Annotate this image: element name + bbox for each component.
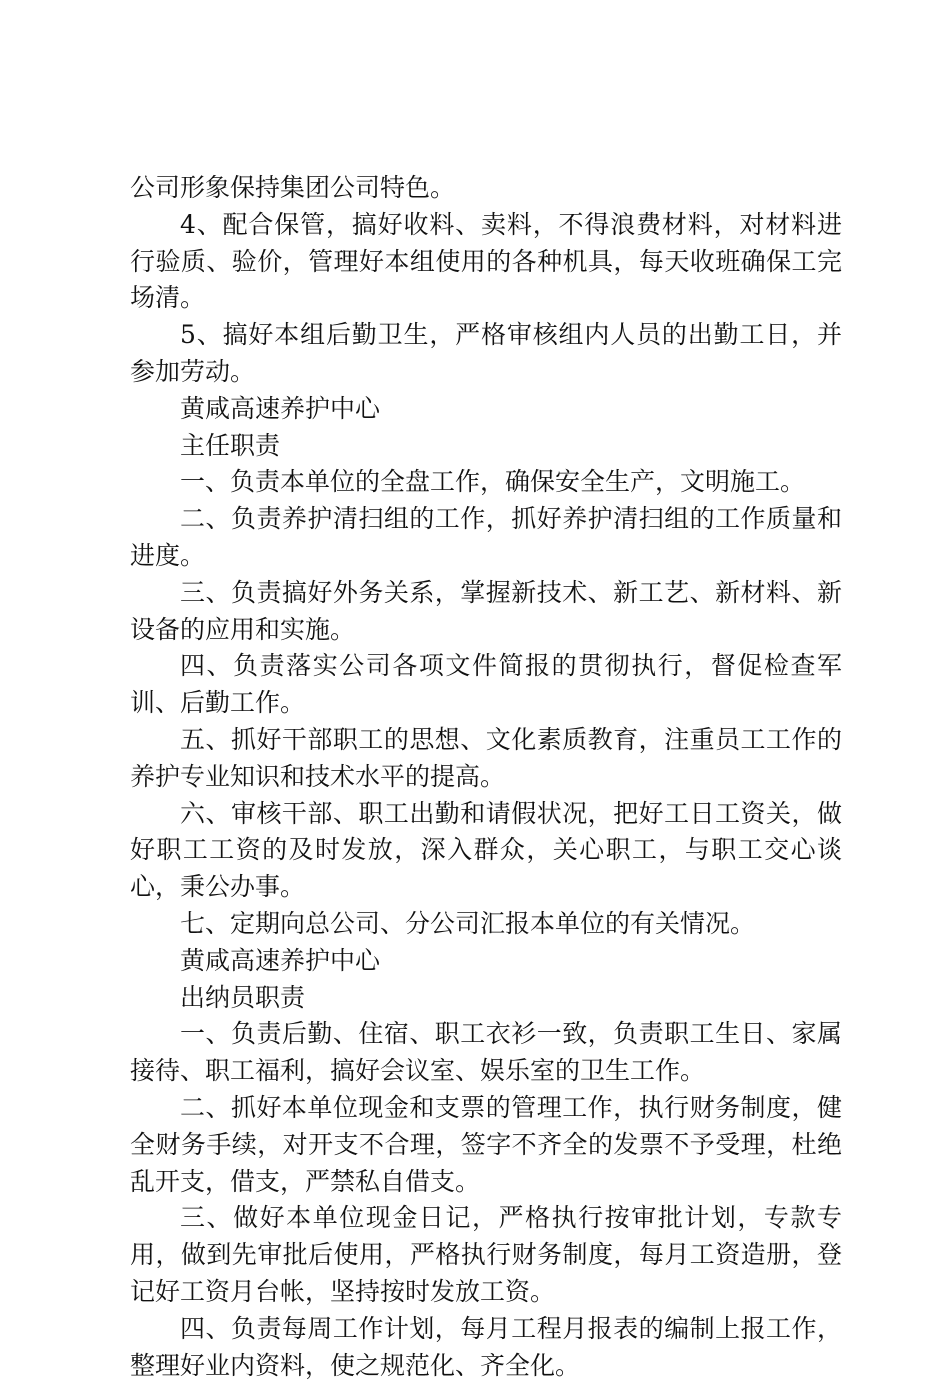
section-heading: 黄咸高速养护中心 xyxy=(180,945,381,975)
paragraph: 4、配合保管，搞好收料、卖料，不得浪费材料，对材料进行验质、验价，管理好本组使用的各种机具，每天收班确保工完场清。 xyxy=(130,209,842,313)
paragraph: 二、抓好本单位现金和支票的管理工作，执行财务制度，健全财务手续，对开支不合理，签字不齐全的发票不予受理，杜绝乱开支，借支，严禁私自借支。 xyxy=(130,1092,842,1196)
section-title: 出纳员职责 xyxy=(180,982,306,1012)
paragraph: 七、定期向总公司、分公司汇报本单位的有关情况。 xyxy=(180,908,756,938)
paragraph: 二、负责养护清扫组的工作，抓好养护清扫组的工作质量和进度。 xyxy=(130,504,842,570)
paragraph: 5、搞好本组后勤卫生，严格审核组内人员的出勤工日，并参加劳动。 xyxy=(130,320,842,386)
paragraph: 三、做好本单位现金日记，严格执行按审批计划，专款专用，做到先审批后使用，严格执行财务制度，每月工资造册，登记好工资月台帐，坚持按时发放工资。 xyxy=(130,1203,842,1306)
paragraph: 六、审核干部、职工出勤和请假状况，把好工日工资关，做好职工工资的及时发放，深入群众，关心职工，与职工交心谈心，秉公办事。 xyxy=(130,798,842,902)
section-heading: 黄咸高速养护中心 xyxy=(180,393,381,423)
paragraph: 一、负责后勤、住宿、职工衣衫一致，负责职工生日、家属接待、职工福利，搞好会议室、娱乐室的卫生工作。 xyxy=(130,1019,842,1086)
paragraph: 公司形象保持集团公司特色。 xyxy=(130,173,456,202)
paragraph: 四、负责每周工作计划，每月工程月报表的编制上报工作，整理好业内资料，使之规范化、齐全化。 xyxy=(130,1313,842,1380)
section-title: 主任职责 xyxy=(180,430,281,460)
paragraph: 三、负责搞好外务关系，掌握新技术、新工艺、新材料、新设备的应用和实施。 xyxy=(130,577,842,644)
document-body xyxy=(130,170,842,1384)
paragraph: 五、抓好干部职工的思想、文化素质教育，注重员工工作的养护专业知识和技术水平的提高。 xyxy=(130,724,842,791)
paragraph: 一、负责本单位的全盘工作，确保安全生产，文明施工。 xyxy=(180,467,806,497)
paragraph: 四、负责落实公司各项文件简报的贯彻执行，督促检查军训、后勤工作。 xyxy=(130,651,842,718)
